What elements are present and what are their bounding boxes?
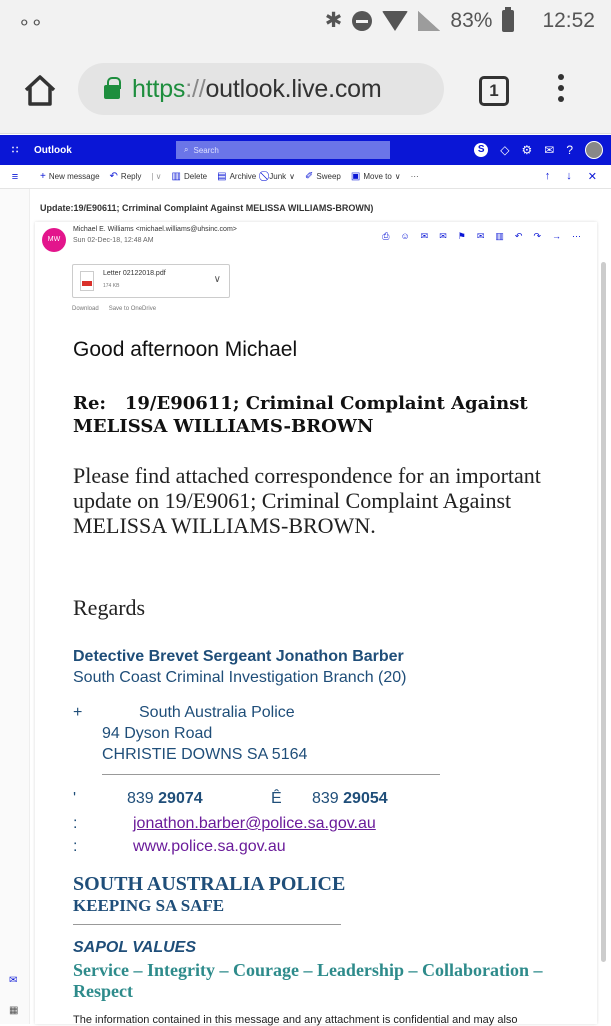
battery-percent: 83% [450, 8, 493, 32]
status-bar [0, 0, 611, 44]
clock: 12:52 [542, 8, 595, 32]
folder-move-icon: ▣ [350, 171, 361, 182]
search-icon: ⌕ [184, 145, 189, 154]
menu-icon[interactable] [558, 74, 566, 107]
settings-icon[interactable]: ⚙ [521, 143, 533, 157]
megaphone-icon[interactable]: ✉ [544, 143, 555, 157]
chevron-down-icon: ∨ [289, 172, 296, 181]
command-bar [0, 165, 611, 189]
move-to-button[interactable]: ▣ Move to ∨ [350, 171, 401, 182]
signal-icon [418, 11, 440, 31]
greeting: Good afternoon Michael [73, 338, 298, 361]
help-icon[interactable]: ? [566, 143, 573, 157]
regards: Regards [73, 595, 146, 620]
chevron-down-icon[interactable]: ∨ [213, 274, 221, 285]
motto: KEEPING SA SAFE [73, 896, 225, 915]
archive-button[interactable]: ▤ Archive [217, 171, 257, 182]
sweep-button[interactable]: ✐ Sweep [305, 171, 341, 182]
message-actions [382, 231, 581, 242]
address-org: South Australia Police [139, 704, 295, 721]
web-row [73, 838, 286, 856]
bluetooth-icon: ✱ [324, 9, 343, 32]
website-link[interactable]: www.police.sa.gov.au [133, 838, 286, 855]
skype-icon[interactable]: S [474, 143, 488, 157]
outlook-brand[interactable]: Outlook [34, 144, 72, 156]
divider [73, 924, 341, 925]
lock-icon [104, 85, 120, 99]
address-bar[interactable] [78, 63, 444, 115]
fax-number: 839 29054 [312, 790, 388, 807]
values-heading: SAPOL VALUES [73, 939, 196, 956]
reply-all-icon[interactable]: ↷ [533, 231, 541, 241]
reply-dropdown[interactable]: | ∨ [151, 172, 162, 181]
app-launcher-icon[interactable]: ∷ [11, 144, 19, 156]
email-row [73, 815, 376, 833]
wifi-icon [382, 11, 408, 31]
more-commands-button[interactable]: ··· [410, 172, 419, 181]
sender-avatar: MW [42, 228, 66, 252]
battery-icon [502, 10, 514, 32]
sender[interactable]: Michael E. Williams <michael.williams@uhsinc.com> [73, 226, 237, 233]
plus-icon: + [40, 171, 46, 182]
arrow-up-icon[interactable]: ↑ [544, 170, 551, 182]
trash-icon[interactable]: ▥ [495, 231, 504, 241]
home-icon[interactable] [22, 72, 58, 108]
archive-icon: ▤ [217, 171, 227, 182]
flag-icon[interactable]: ⚑ [457, 231, 466, 241]
url-text: https://outlook.live.com [132, 74, 382, 103]
disclaimer: The information contained in this message and any attachment is confidential and may also [73, 1014, 518, 1026]
sent-date: Sun 02-Dec-18, 12:48 AM [73, 237, 154, 244]
scrollbar[interactable] [601, 262, 606, 962]
address-city: CHRISTIE DOWNS SA 5164 [102, 746, 308, 763]
close-icon[interactable]: ✕ [587, 171, 597, 183]
fax-marker: Ê [271, 790, 282, 807]
new-message-button[interactable]: + New message [40, 171, 100, 182]
chevron-down-icon: ∨ [394, 172, 401, 181]
email-marker: : [73, 815, 78, 832]
divider [102, 774, 440, 775]
search-input[interactable] [176, 141, 390, 159]
search-placeholder: Search [193, 145, 219, 155]
mark-read-icon[interactable]: ✉ [420, 231, 429, 241]
trash-icon: ▥ [171, 171, 181, 182]
calendar-icon[interactable]: ▦ [9, 1005, 19, 1016]
arrow-down-icon[interactable]: ↓ [566, 170, 572, 182]
attachment-name: Letter 02122018.pdf [103, 270, 166, 277]
diamond-icon[interactable]: ◇ [500, 143, 510, 157]
signature-name: Detective Brevet Sergeant Jonathon Barber [73, 648, 404, 665]
phone-number: 839 29074 [127, 790, 203, 807]
mark-unread-icon[interactable]: ✉ [439, 231, 447, 241]
do-not-disturb-icon [352, 11, 372, 31]
message-subject: Update:19/E90611; Crriminal Complaint Against MELISSA WILLIAMS-BROWN) [40, 203, 374, 213]
phone-marker: ' [73, 790, 77, 807]
delete-button[interactable]: ▥ Delete [171, 171, 208, 182]
reply-button[interactable]: ↶ Reply [109, 171, 142, 182]
web-marker: : [73, 838, 78, 855]
envelope-icon[interactable]: ✉ [476, 231, 485, 241]
re-line: Re: 19/E90611; Criminal Complaint Against MELISSA WILLIAMS-BROWN [73, 393, 534, 437]
hamburger-icon[interactable]: ≡ [11, 170, 19, 183]
more-icon[interactable]: ⋯ [572, 231, 581, 241]
avatar[interactable] [585, 141, 603, 159]
save-onedrive-link[interactable]: Save to OneDrive [108, 306, 157, 312]
forward-icon[interactable]: → [552, 231, 561, 241]
body-paragraph: Please find attached correspondence for an important update on 19/E9061; Criminal Complaint Against MELISSA WILLIAMS-BROWN. [73, 463, 541, 538]
address-marker: + [73, 704, 83, 721]
reply-icon[interactable]: ↶ [514, 231, 523, 241]
address-street: 94 Dyson Road [102, 725, 213, 742]
email-link[interactable]: jonathon.barber@police.sa.gov.au [133, 815, 376, 832]
reply-icon: ↶ [109, 171, 118, 182]
attachment-card[interactable] [72, 264, 230, 298]
sapol-heading: SOUTH AUSTRALIA POLICE [73, 873, 346, 895]
tab-switcher-button[interactable]: 1 [479, 76, 509, 106]
voicemail-icon: ∘∘ [18, 12, 44, 34]
message-pane [35, 222, 597, 1024]
browser-toolbar [0, 44, 611, 134]
left-rail [0, 189, 30, 1024]
attachment-size: 174 KB [103, 283, 120, 289]
people-icon[interactable]: ☺ [400, 231, 410, 241]
download-link[interactable]: Download [72, 306, 99, 312]
broom-icon: ✐ [305, 171, 314, 182]
pdf-icon [80, 271, 94, 291]
mail-icon[interactable]: ✉ [9, 975, 18, 986]
outlook-header [0, 135, 611, 165]
values-text: Service – Integrity – Courage – Leadership – Collaboration – Respect [73, 960, 543, 1001]
signature-branch: South Coast Criminal Investigation Branch (20) [73, 669, 407, 686]
junk-button[interactable]: Junk ∨ [269, 172, 296, 181]
print-icon[interactable]: ⎙ [382, 231, 390, 241]
